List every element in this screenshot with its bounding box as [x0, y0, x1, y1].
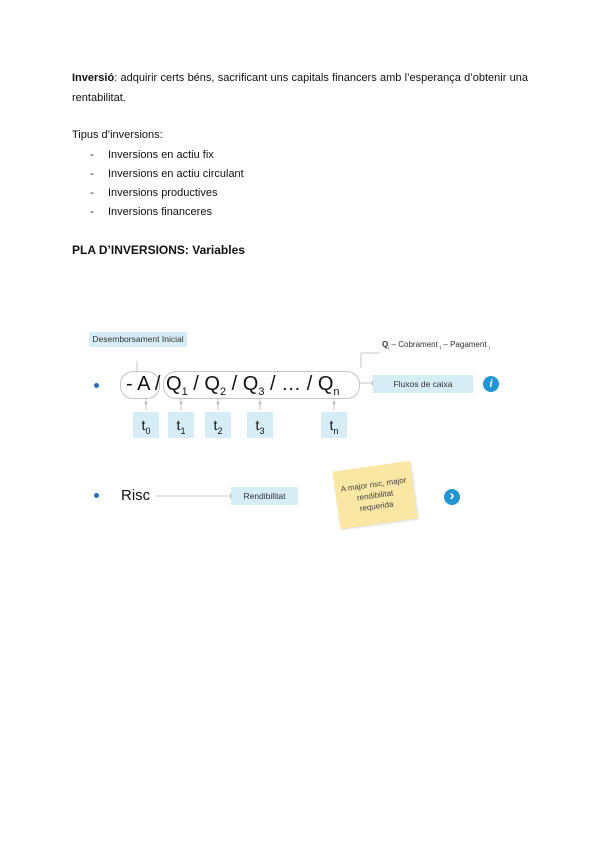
desemborsament-inicial-box: Desemborsament Inicial: [89, 332, 187, 347]
definition-paragraph: [72, 68, 528, 108]
bullet: [94, 383, 99, 388]
fluxos-de-caixa-box: Fluxos de caixa: [373, 375, 473, 393]
q-definition: $Q_i$ – Cobrament $_i$ – Pagament $_i$: [382, 340, 490, 352]
time-box-t0: $t_0$: [133, 412, 159, 438]
list-marker: -: [90, 187, 94, 199]
section-heading: PLA D’INVERSIONS: Variables: [72, 243, 245, 257]
list-item: Inversions financeres: [108, 206, 212, 218]
time-box-t3: $t_3$: [247, 412, 273, 438]
list-marker: -: [90, 168, 94, 180]
info-icon[interactable]: i: [483, 376, 499, 392]
list-item: Inversions en actiu fix: [108, 149, 214, 161]
list-marker: -: [90, 206, 94, 218]
types-title: Tipus d’inversions:: [72, 129, 163, 141]
risk-return-note: A major risc, major rendibilitat requerida: [332, 461, 417, 529]
time-box-t2: $t_2$: [205, 412, 231, 438]
list-item: Inversions en actiu circulant: [108, 168, 244, 180]
time-box-tn: $t_n$: [321, 412, 347, 438]
bullet: [94, 493, 99, 498]
risc-label: Risc: [121, 487, 151, 504]
list-item: Inversions productives: [108, 187, 218, 199]
chevron-right-icon[interactable]: ›: [444, 489, 460, 505]
definition-term: Inversió: [72, 72, 115, 84]
definition-text: : adquirir certs béns, sacrificant uns capitals financers amb l’esperança d’obtenir una rentabilitat.: [72, 72, 528, 104]
time-box-t1: $t_1$: [168, 412, 194, 438]
rendibilitat-box: Rendibilitat: [231, 487, 298, 505]
cash-flow-formula: - A / $Q_1 / Q_2 / Q_3$ / … / $Q_n$: [126, 373, 340, 398]
list-marker: -: [90, 149, 94, 161]
